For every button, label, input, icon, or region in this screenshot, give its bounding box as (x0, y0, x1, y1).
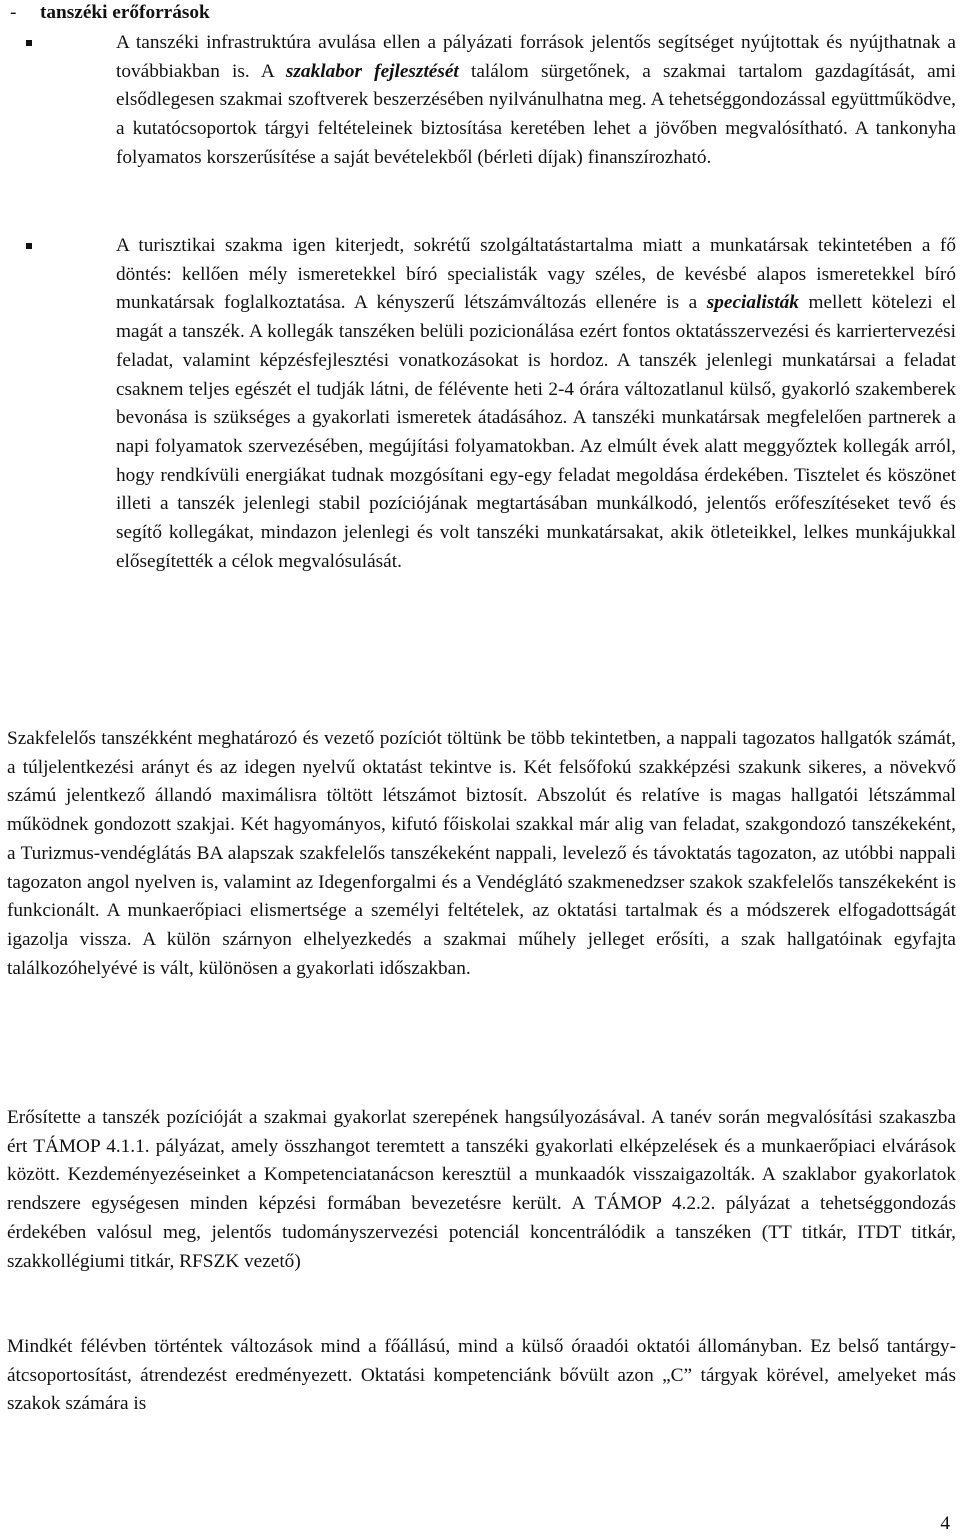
bullet-text-after: mellett kötelezi el magát a tanszék. A kollegák tanszéken belüli pozicionálása ezért fontos oktatásszervezési és karriertervezési feladat, valamint képzésfejlesztési vonatkozásokat is hordoz. A tanszék jelenlegi munkatársai a feladat csaknem teljes egészét el tudják látni, de félévente heti 2-4 órára változatlanul külső, gyakorló szakemberek bevonása is szükséges a gyakorlati ismeretek átadásához. A tanszéki munkatársak megfelelően partnerek a napi folyamatok szervezésében, megújítási folyamatokban. Az elmúlt évek alatt meggyőztek kollegák arról, hogy rendkívüli energiákat tudnak mozgósítani egy-egy feladat megoldása érdekében. Tisztelet és köszönet illeti a tanszék jelenlegi stabil pozíciójának megtartásában munkálkodó, jelentős erőfeszítéseket tevő és segítő kollegákat, mindazon jelenlegi és volt tanszéki munkatársakat, akik ötleteikkel, lelkes munkájukkal elősegítették a célok megvalósulását. (116, 292, 956, 572)
section-heading (10, 0, 950, 28)
bullet-emphasis: szaklabor fejlesztését (285, 60, 459, 82)
bullet-text-after: találom sürgetőnek, a szakmai tartalom gazdagítását, ami elsődlegesen szakmai szoftverek beszerzésében nyilvánulhatna meg. A tehetséggondozással együttműködve, a kutatócsoportok tárgyi feltételeinek biztosítása keretében lehet a jövőben megvalósítható. A tankonyha folyamatos korszerűsítése a saját bevételekből (bérleti díjak) finanszírozható. (116, 60, 957, 168)
page-number: 4 (940, 1513, 950, 1534)
bullet-text-before: A tanszéki infrastruktúra avulása ellen a pályázati források jelentős segítséget nyújtottak és nyújthatnak a továbbiakban is. A (116, 32, 956, 82)
paragraph-practice: Erősítette a tanszék pozícióját a szakmai gyakorlat szerepének hangsúlyozásával. A tanév során megvalósítási szakaszba ért TÁMOP 4.1.1. pályázat, amely összhangot teremtett a tanszéki gyakorlati elképzelések és a munkaerőpiaci elvárások között. Kezdeményezéseinket a Kompetenciatanácson keresztül a munkaadók visszaigazolták. A szaklabor gyakorlatok rendszere egységesen minden képzési formában bevezetésre került. A TÁMOP 4.2.2. pályázat a tehetséggondozás érdekében valósul meg, jelentős tudományszervezési potenciál koncentrálódik a tanszéken (TT titkár, ITDT titkár, szakkollégiumi titkár, RFSZK vezető) (7, 1107, 956, 1272)
paragraph-position: Szakfelelős tanszékként meghatározó és vezető pozíciót töltünk be több tekintetben, a nappali tagozatos hallgatók számát, a túljelentkezési arányt és az idegen nyelvű oktatást tekintve is. Két felsőfokú szakképzési szakunk sikeres, a növekvő számú jelentkező állandó maximálisra töltött létszámot biztosít. Abszolút és relatíve is magas hallgatói létszámmal működnek gondozott szakjai. Két hagyományos, kifutó főiskolai szakkal már alig van feladat, szakgondozó tanszékeként, a Turizmus-vendéglátás BA alapszak szakfelelős tanszékeként nappali, levelező és távoktatás tagozaton, az utóbbi nappali tagozaton angol nyelven is, valamint az Idegenforgalmi és a Vendéglátó szakmenedzser szakok szakfelelős tanszékeként is funkcionált. A munkaerőpiaci elismertsége a személyi feltételek, az oktatási tartalmak és a módszerek elfogadottságát igazolja vissza. A külön szárnyon elhelyezkedés a szakmai műhely jelleget erősíti, a szak hallgatóinak egyfajta találkozóhelyévé is vált, különösen a gyakorlati időszakban. (7, 728, 956, 979)
heading-dash: - (10, 2, 17, 23)
bullet-text-before: A turisztikai szakma igen kiterjedt, sokrétű szolgáltatástartalma miatt a munkatársak tekintetében a fő döntés: kellően mély ismeretekkel bíró specialisták vagy széles, de kevésbé alapos ismeretekkel bíró munkatársak foglalkoztatása. A kényszerű létszámváltozás ellenére is a (116, 235, 956, 314)
bullet-emphasis: specialisták (706, 292, 799, 314)
section-title: tanszéki erőforrások (40, 2, 210, 23)
square-bullet-icon (26, 243, 32, 249)
paragraph-changes: Mindkét félévben történtek változások mind a főállású, mind a külső óraadói oktatói állományban. Ez belső tantárgy-átcsoportosítást, átrendezést eredményezett. Oktatási kompetenciánk bővült azon „C” tárgyak körével, amelyeket más szakok számára is (7, 1336, 956, 1415)
bullet-item-staff (116, 232, 956, 576)
square-bullet-icon (26, 40, 32, 46)
bullet-item-infrastructure (116, 29, 956, 173)
